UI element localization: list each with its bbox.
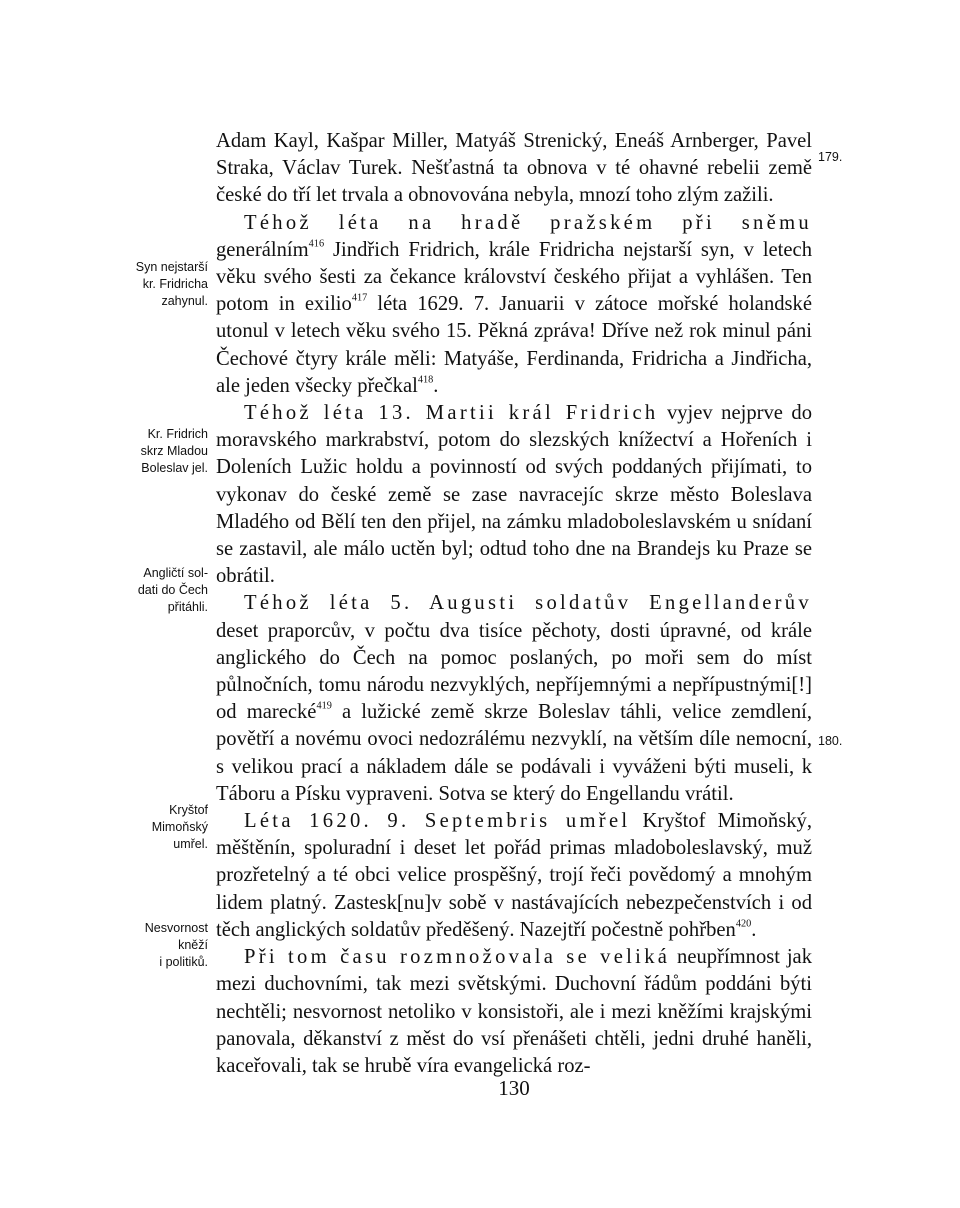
footnote-ref: 416 bbox=[308, 238, 325, 250]
spaced-lead: Téhož léta 5. Augusti soldatův Engellanderův bbox=[244, 592, 812, 615]
paragraph-opening: Adam Kayl, Kašpar Miller, Matyáš Strenický, Eneáš Arnberger, Pavel Straka, Václav Turek. Nešťastná ta obnova v té ohavné rebelii země české do tří let trvala a obnovována nebyla, mnozí toho zlým zažili. bbox=[216, 130, 812, 207]
sidenote-line: Mimoňský bbox=[151, 820, 208, 834]
text-run: a lužické země skrze Boleslav táhli, velice zemdlení, povětří a novému ovoci nedozrálému nezvyklí, na větším díle nemocní, s velikou prací a nákladem dále se podávali i vyváženi býti museli, k Táboru a Písku vypraveni. Sotva se který do Engellandu vrátil. bbox=[216, 701, 812, 805]
sidenote-line: Syn nejstarší bbox=[135, 260, 208, 274]
sidenote-line: přitáhli. bbox=[167, 600, 208, 614]
text-run: . bbox=[433, 374, 439, 397]
paragraph-jindrich-fridrich bbox=[216, 210, 812, 400]
paragraph-kral-fridrich bbox=[216, 400, 812, 590]
footnote-ref: 419 bbox=[316, 701, 332, 712]
sidenote-line: dati do Čech bbox=[137, 583, 208, 597]
sidenote-line: skrz Mladou bbox=[140, 444, 208, 458]
margin-page-ref-180: 180. bbox=[818, 734, 843, 748]
text-run: neupřímnost jak mezi duchovními, tak mezi světskými. Duchovní řádům poddáni býti nechtěli; nesvornost netoliko v konsistoři, ale i mezi kněžími krajskými panovala, děkanství z měst do vsí přenášeti chtěli, jedni druhé haněli, kaceřovali, tak se hrubě víra evangelická roz- bbox=[216, 946, 812, 1077]
spaced-lead: Při tom času rozmnožovala se veliká bbox=[244, 946, 671, 969]
spaced-lead: Téhož léta na hradě pražském při sněmu bbox=[244, 211, 812, 234]
spaced-lead: Téhož léta 13. Martii král Fridrich bbox=[244, 402, 659, 425]
text-run: . bbox=[751, 918, 757, 941]
footnote-ref: 417 bbox=[351, 292, 368, 304]
text-run: generálním bbox=[216, 238, 309, 261]
sidenote-line: umřel. bbox=[173, 837, 208, 851]
paragraph-neuprimnost bbox=[216, 944, 812, 1080]
sidenote-line: zahynul. bbox=[161, 294, 208, 308]
sidenote-line: Nesvornost bbox=[144, 921, 208, 935]
sidenote-kr-fridrich bbox=[112, 426, 208, 477]
paragraph-krystof-mimonsky bbox=[216, 808, 812, 944]
sidenote-line: kněží bbox=[178, 938, 208, 952]
sidenote-line: i politiků. bbox=[159, 955, 208, 969]
sidenote-line: Boleslav jel. bbox=[141, 461, 208, 475]
sidenote-line: kr. Fridricha bbox=[142, 277, 208, 291]
sidenote-line: Kr. Fridrich bbox=[147, 427, 208, 441]
main-text-column bbox=[216, 128, 812, 1080]
text-run: deset praporcův, v počtu dva tisíce pěchoty, dosti úpravné, od krále anglického do Čech na pomoc poslaných, po moři sem do míst půlnočních, tomu národu nezvyklých, nepříjemnými a nepřípustnými[!] od marecké bbox=[216, 619, 812, 724]
sidenote-anglicti-soldati bbox=[112, 565, 208, 616]
sidenote-syn-nejstarsi bbox=[112, 259, 208, 310]
paragraph-soldati-engellanderu bbox=[216, 590, 812, 808]
sidenote-line: Kryštof bbox=[169, 803, 208, 817]
text-run: léta 1629. 7. Januarii v zátoce mořské holandské utonul v letech věku svého 15. Pěkná zpráva! Dříve než rok minul páni Čechové čtyry krále měli: Matyáše, Ferdinanda, Fridricha a Jindřicha, ale jeden všecky přečkal bbox=[216, 293, 812, 397]
text-run: Jindřich Fridrich, krále Fridricha nejstarší syn, v letech věku svého šesti za čekance království českého přijat a vyhlášen. Ten potom in exilio bbox=[216, 238, 812, 316]
page-number: 130 bbox=[498, 1076, 530, 1100]
text-run: Kryštof Mimoňský, měštěnín, spoluradní i deset let pořád primas mladoboleslavský, muž prozřetelný a té obci velice prospěšný, trojí řeči povědomý a mnohým lidem platný. Zastesk[nu]v sobě v nastávajících nebezpečenstvích i od těch anglických soldatův předěšený. Nazejtří počestně pohřben bbox=[216, 810, 812, 941]
text-run: vyjev nejprve do moravského markrabství, potom do slezských knížectví a Hořeních i Doleních Lužic holdu a povinností od svých poddaných přijímati, to vykonav do české země se zase navracejíc skrze město Boleslava Mladého od Bělí ten den přijel, na zámku mladoboleslavském u snídaní se zastavil, ale málo uctěn byl; odtud toho dne na Brandejs ku Praze se obrátil. bbox=[216, 402, 812, 588]
sidenote-krystof-mimonsky bbox=[112, 802, 208, 853]
sidenote-line: Angličtí sol- bbox=[143, 566, 208, 580]
margin-page-ref-179: 179. bbox=[818, 150, 843, 164]
sidenote-nesvornost bbox=[112, 920, 208, 971]
footnote-ref: 420 bbox=[735, 918, 752, 930]
spaced-lead: Léta 1620. 9. Septembris umřel bbox=[244, 810, 631, 833]
footnote-ref: 418 bbox=[417, 374, 434, 386]
